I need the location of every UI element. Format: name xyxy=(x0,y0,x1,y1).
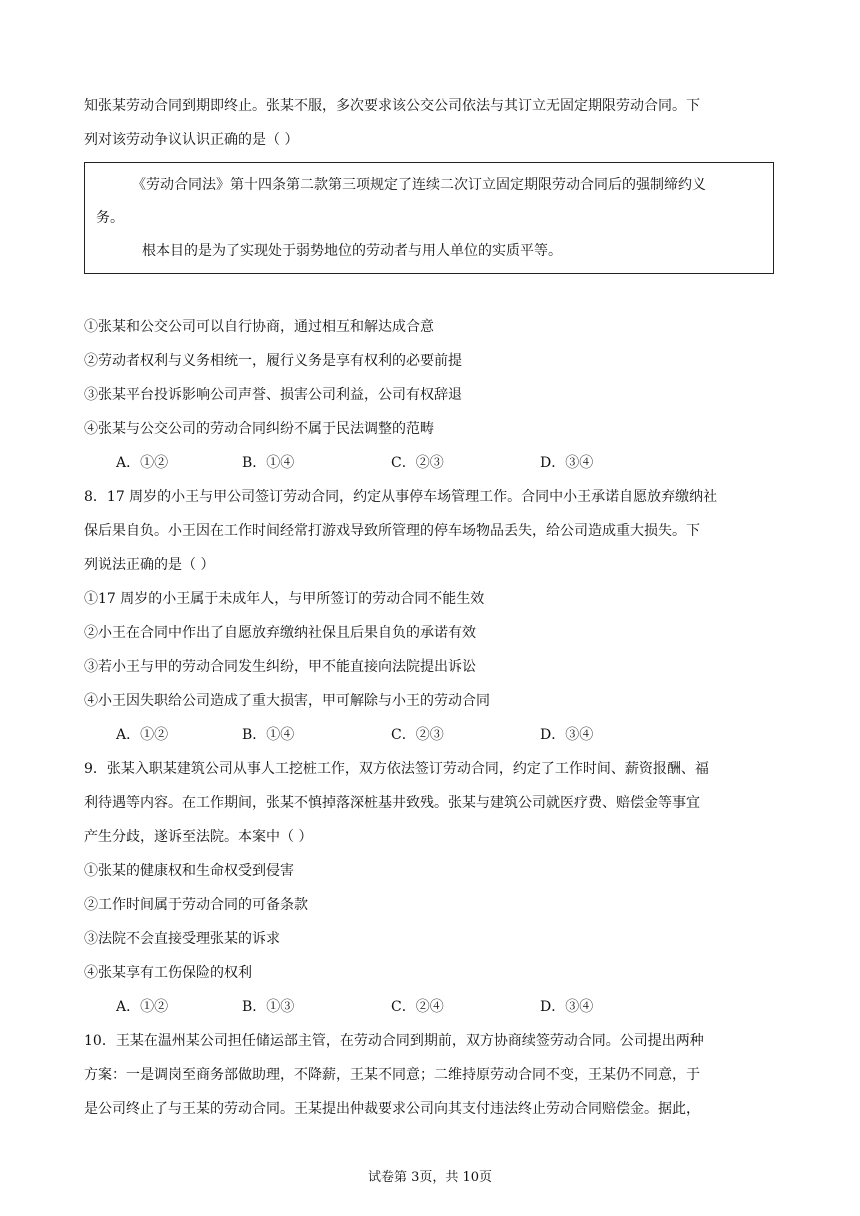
q7-option-a[interactable]: A．①② xyxy=(116,455,169,471)
q7-item-4: ④张某与公交公司的劳动合同纠纷不属于民法调整的范畴 xyxy=(84,421,434,437)
q9-stem-1: 9．张某入职某建筑公司从事人工挖桩工作，双方依法签订劳动合同，约定了工作时间、薪资报酬、福 xyxy=(84,761,709,777)
q8-option-c[interactable]: C．②③ xyxy=(391,727,444,743)
q9-options xyxy=(116,997,716,1017)
quote-line-3: 根本目的是为了实现处于弱势地位的劳动者与用人单位的实质平等。 xyxy=(142,243,562,259)
q8-item-2: ②小王在合同中作出了自愿放弃缴纳社保且后果自负的承诺有效 xyxy=(84,625,476,641)
q8-option-a[interactable]: A．①② xyxy=(116,727,169,743)
q10-stem-3: 是公司终止了与王某的劳动合同。王某提出仲裁要求公司向其支付违法终止劳动合同赔偿金。据此， xyxy=(84,1101,700,1117)
q8-stem-3: 列说法正确的是（ ） xyxy=(84,557,215,573)
q7-options xyxy=(116,453,716,473)
page-footer: 试卷第 3页，共 10页 xyxy=(367,1170,493,1185)
q9-stem-2: 利待遇等内容。在工作期间，张某不慎掉落深桩基井致残。张某与建筑公司就医疗费、赔偿金等事宜 xyxy=(84,795,700,811)
q9-stem-3: 产生分歧，遂诉至法院。本案中（ ） xyxy=(84,829,313,845)
q9-item-4: ④张某享有工伤保险的权利 xyxy=(84,965,252,981)
q9-option-d[interactable]: D．③④ xyxy=(540,999,594,1015)
quote-line-1: 《劳动合同法》第十四条第二款第三项规定了连续二次订立固定期限劳动合同后的强制缔约义 xyxy=(132,177,706,193)
q9-option-c[interactable]: C．②④ xyxy=(391,999,444,1015)
q8-stem-1: 8．17 周岁的小王与甲公司签订劳动合同，约定从事停车场管理工作。合同中小王承诺自愿放弃缴纳社 xyxy=(84,489,718,505)
quote-line-2: 务。 xyxy=(96,210,124,226)
q9-item-1: ①张某的健康权和生命权受到侵害 xyxy=(84,863,294,879)
q9-option-a[interactable]: A．①② xyxy=(116,999,169,1015)
q9-option-b[interactable]: B．①③ xyxy=(242,999,295,1015)
q10-stem-2: 方案：一是调岗至商务部做助理，不降薪，王某不同意；二维持原劳动合同不变，王某仍不同意，于 xyxy=(84,1067,700,1083)
q8-item-4: ④小王因失职给公司造成了重大损害，甲可解除与小王的劳动合同 xyxy=(84,693,490,709)
q8-options xyxy=(116,725,716,745)
quote-box xyxy=(84,162,774,274)
q7-item-2: ②劳动者权利与义务相统一，履行义务是享有权利的必要前提 xyxy=(84,353,462,369)
q9-item-2: ②工作时间属于劳动合同的可备条款 xyxy=(84,897,308,913)
q8-item-1: ①17 周岁的小王属于未成年人，与甲所签订的劳动合同不能生效 xyxy=(84,591,485,607)
intro-line-2: 列对该劳动争议认识正确的是（ ） xyxy=(84,132,299,148)
q9-item-3: ③法院不会直接受理张某的诉求 xyxy=(84,931,280,947)
q10-stem-1: 10．王某在温州某公司担任储运部主管，在劳动合同到期前，双方协商续签劳动合同。公司提出两种 xyxy=(84,1033,704,1049)
q8-option-b[interactable]: B．①④ xyxy=(242,727,295,743)
q8-item-3: ③若小王与甲的劳动合同发生纠纷，甲不能直接向法院提出诉讼 xyxy=(84,659,476,675)
q7-option-c[interactable]: C．②③ xyxy=(391,455,444,471)
intro-line-1: 知张某劳动合同到期即终止。张某不服，多次要求该公交公司依法与其订立无固定期限劳动合同。下 xyxy=(84,98,700,114)
q7-item-3: ③张某平台投诉影响公司声誉、损害公司利益，公司有权辞退 xyxy=(84,387,462,403)
q8-option-d[interactable]: D．③④ xyxy=(540,727,594,743)
q8-stem-2: 保后果自负。小王因在工作时间经常打游戏导致所管理的停车场物品丢失，给公司造成重大损失。下 xyxy=(84,523,700,539)
q7-option-b[interactable]: B．①④ xyxy=(242,455,295,471)
q7-item-1: ①张某和公交公司可以自行协商，通过相互和解达成合意 xyxy=(84,319,434,335)
q7-option-d[interactable]: D．③④ xyxy=(540,455,594,471)
